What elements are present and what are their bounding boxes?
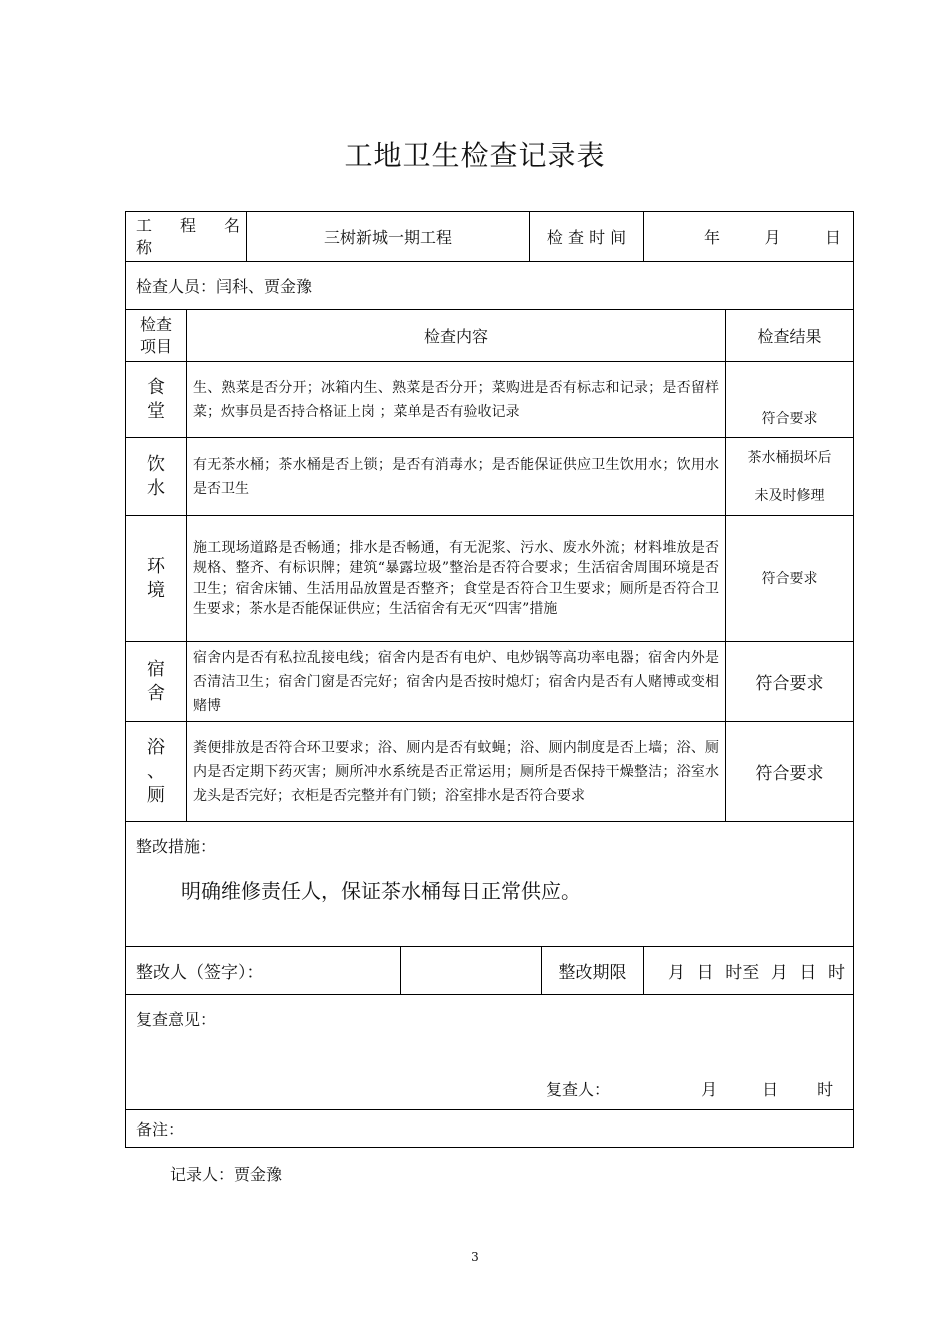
deadline-part: 时至 bbox=[725, 963, 760, 983]
content-cell: 宿舍内是否有私拉乱接电线；宿舍内是否有电炉、电炒锅等高功率电器；宿舍内外是否清洁卫生；宿舍门窗是否完好；宿舍内是否按时熄灯；宿舍内是否有人赌博或变相赌博 bbox=[187, 642, 726, 722]
item-cell bbox=[126, 362, 187, 438]
item-char: 境 bbox=[147, 579, 165, 601]
result-line: 茶水桶损坏后 bbox=[747, 449, 832, 466]
project-label-char: 称 bbox=[136, 237, 153, 257]
project-name: 三树新城一期工程 bbox=[247, 212, 530, 262]
deadline-part: 时 bbox=[828, 963, 846, 983]
item-cell bbox=[126, 722, 187, 822]
page-number: 3 bbox=[471, 1250, 479, 1264]
inspection-form bbox=[125, 211, 854, 1148]
rectifier-row bbox=[126, 947, 854, 995]
project-label-char: 程 bbox=[180, 215, 197, 235]
item-char: 环 bbox=[147, 555, 165, 577]
content-header: 检查内容 bbox=[187, 310, 726, 362]
column-header-row bbox=[126, 310, 854, 362]
item-cell bbox=[126, 438, 187, 516]
content-cell: 粪便排放是否符合环卫要求；浴、厕内是否有蚊蝇；浴、厕内制度是否上墙；浴、厕内是否定期下药灭害；厕所冲水系统是否正常运用；厕所是否保持干燥整洁；浴室水龙头是否完好；衣柜是否完整并有门锁；浴室排水是否符合要求 bbox=[187, 722, 726, 822]
item-char: 堂 bbox=[147, 400, 165, 422]
content-cell: 生、熟菜是否分开；冰箱内生、熟菜是否分开；菜购进是否有标志和记录；是否留样菜；炊事员是否持合格证上岗 ；菜单是否有验收记录 bbox=[187, 362, 726, 438]
review-date-part: 月 bbox=[701, 1080, 718, 1099]
project-label-char: 名 bbox=[224, 215, 241, 235]
review-label: 复查意见： bbox=[136, 1010, 217, 1029]
project-label-cell bbox=[126, 212, 247, 262]
table-row bbox=[126, 362, 854, 438]
item-cell bbox=[126, 516, 187, 642]
result-cell bbox=[726, 438, 854, 516]
rectification-label: 整改措施： bbox=[136, 837, 217, 856]
date-year-label: 年 bbox=[704, 228, 721, 247]
result-cell: 符合要求 bbox=[726, 722, 854, 822]
item-char: 宿 bbox=[147, 658, 165, 680]
deadline-part: 月 bbox=[668, 963, 686, 983]
recorder: 记录人：贾金豫 bbox=[170, 1165, 283, 1184]
result-header: 检查结果 bbox=[726, 310, 854, 362]
remarks: 备注： bbox=[126, 1110, 854, 1148]
result-cell: 符合要求 bbox=[726, 516, 854, 642]
item-char: 舍 bbox=[147, 682, 165, 704]
inspection-time-label: 检 查 时 间 bbox=[530, 212, 644, 262]
date-day-label: 日 bbox=[825, 228, 842, 247]
date-month-label: 月 bbox=[764, 228, 781, 247]
content-cell: 有无茶水桶；茶水桶是否上锁；是否有消毒水；是否能保证供应卫生饮用水；饮用水是否卫生 bbox=[187, 438, 726, 516]
rectification-cell bbox=[126, 822, 854, 947]
result-cell: 符合要求 bbox=[726, 642, 854, 722]
review-date-part: 日 bbox=[762, 1080, 779, 1099]
item-cell bbox=[126, 642, 187, 722]
item-header-line: 检查 bbox=[139, 314, 172, 334]
table-row bbox=[126, 642, 854, 722]
rectifier-label: 整改人（签字）： bbox=[126, 947, 401, 995]
content-cell: 施工现场道路是否畅通；排水是否畅通，有无泥浆、污水、废水外流；材料堆放是否规格、整齐、有标识牌；建筑“暴露垃圾”整治是否符合要求；生活宿舍周围环境是否卫生；宿舍床铺、生活用品放置是否整齐；食堂是否符合卫生要求；厕所是否符合卫生要求；茶水是否能保证供应；生活宿舍有无灭“四害”措施 bbox=[187, 516, 726, 642]
table-row bbox=[126, 722, 854, 822]
item-char: 浴 bbox=[147, 736, 165, 758]
rectifier-signature[interactable] bbox=[401, 947, 542, 995]
rectification-text: 明确维修责任人，保证茶水桶每日正常供应。 bbox=[181, 879, 581, 903]
item-char: 厕 bbox=[147, 784, 165, 806]
item-char: 水 bbox=[147, 477, 165, 499]
item-char: 饮 bbox=[147, 453, 165, 475]
inspection-date bbox=[644, 212, 854, 262]
reviewer-line bbox=[546, 1077, 833, 1100]
deadline-label: 整改期限 bbox=[542, 947, 644, 995]
item-char: 、 bbox=[147, 760, 165, 782]
table-row bbox=[126, 438, 854, 516]
item-header-line: 项目 bbox=[139, 336, 172, 356]
header-row bbox=[126, 212, 854, 262]
reviewer-label: 复查人： bbox=[546, 1080, 611, 1099]
deadline-part: 月 bbox=[770, 963, 788, 983]
item-char: 食 bbox=[147, 376, 165, 398]
page-title: 工地卫生检查记录表 bbox=[344, 139, 606, 172]
review-date-part: 时 bbox=[817, 1080, 834, 1099]
result-line: 未及时修理 bbox=[754, 487, 825, 504]
deadline-value bbox=[644, 947, 854, 995]
deadline-part: 日 bbox=[799, 963, 817, 983]
deadline-part: 日 bbox=[696, 963, 714, 983]
review-cell bbox=[126, 995, 854, 1110]
table-row bbox=[126, 516, 854, 642]
inspectors: 检查人员：闫科、贾金豫 bbox=[126, 262, 854, 310]
item-header bbox=[126, 310, 187, 362]
project-label-char: 工 bbox=[136, 215, 153, 235]
result-cell: 符合要求 bbox=[726, 362, 854, 438]
